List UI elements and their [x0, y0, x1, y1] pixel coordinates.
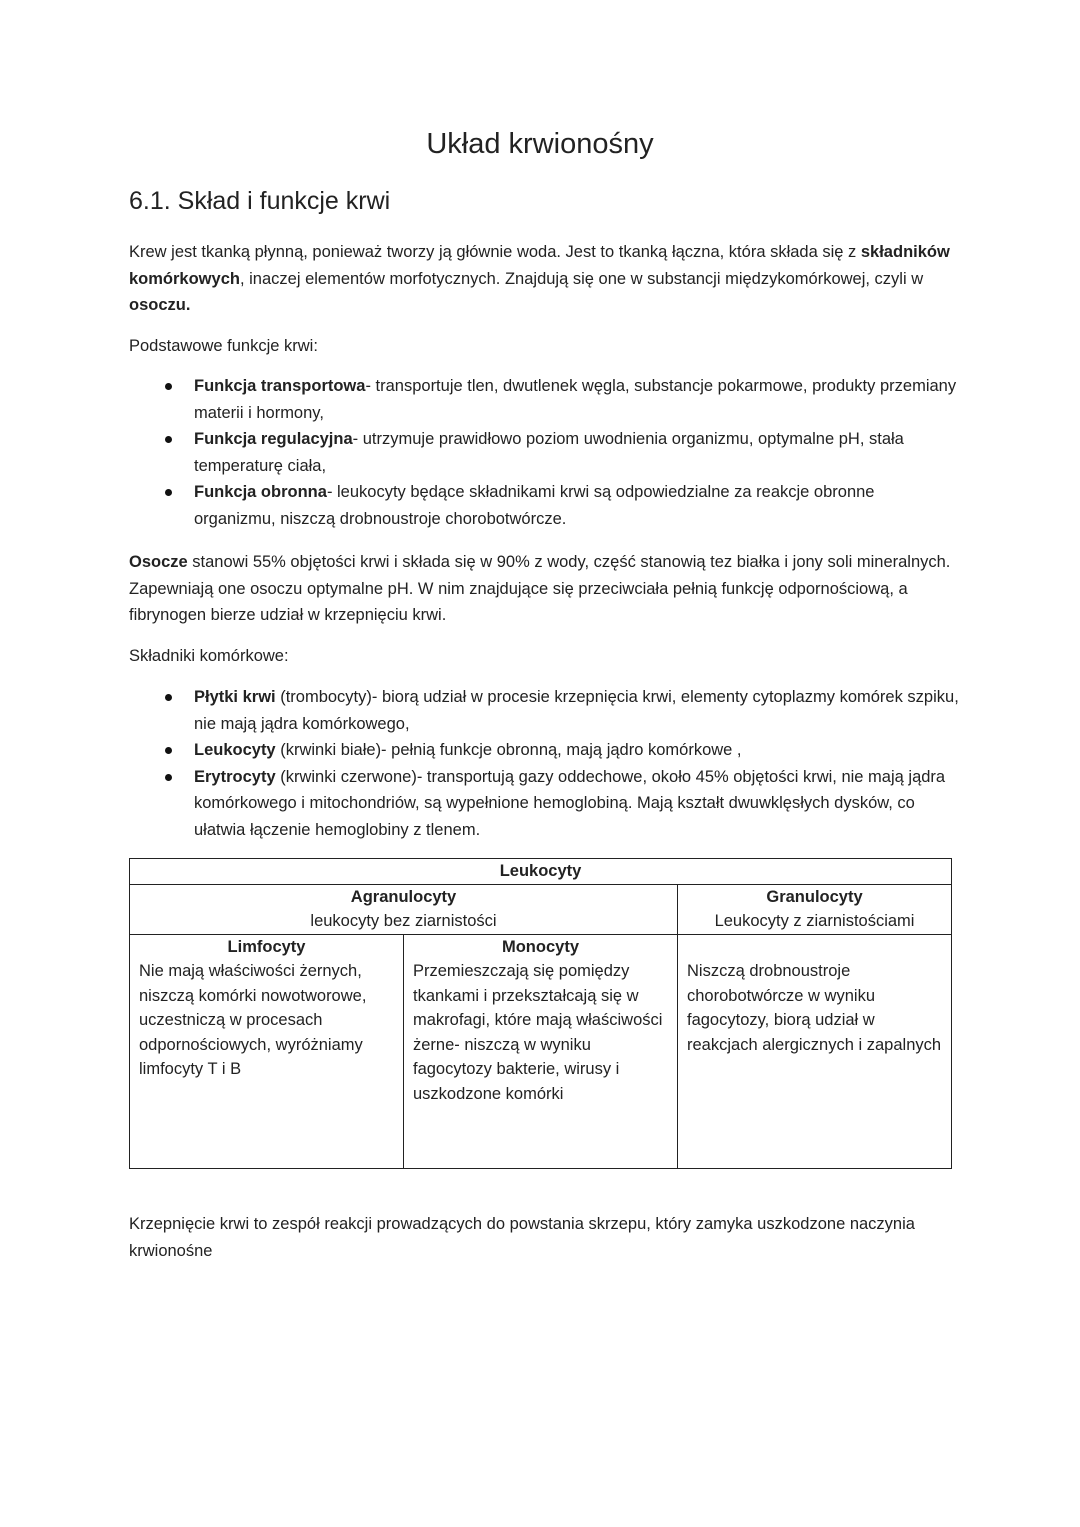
leukocytes-table — [129, 858, 952, 1169]
list-item — [129, 426, 959, 479]
monocyty-cell — [404, 934, 678, 1169]
granulocyty-cell — [678, 884, 952, 934]
component-desc: (krwinki białe)- pełnią funkcje obronną, mają jądro komórkowe , — [275, 741, 742, 759]
table-header — [130, 859, 952, 885]
agranulocyty-subtitle: leukocyty bez ziarnistości — [310, 912, 497, 930]
components-list — [129, 684, 959, 843]
list-item — [129, 479, 959, 532]
component-name: Leukocyty — [194, 741, 276, 759]
intro-bold-1: składników komórkowych — [129, 243, 950, 288]
components-label: Składniki komórkowe: — [129, 647, 289, 665]
page-title: Układ krwionośny — [426, 128, 654, 160]
list-item — [129, 737, 959, 764]
bullet-icon — [165, 436, 172, 443]
list-item — [129, 764, 959, 844]
function-desc: - utrzymuje prawidłowo poziom uwodnienia organizmu, optymalne pH, stała temperaturę ciała, — [194, 430, 904, 475]
agranulocyty-cell — [130, 884, 678, 934]
intro-text-2: , inaczej elementów morfotycznych. Znajdują się one w substancji międzykomórkowej, czyli w — [239, 269, 924, 288]
granulocyty-desc: Niszczą drobnoustroje chorobotwórcze w wyniku fagocytozy, biorą udział w reakcjach alergicznych i zapalnych — [687, 962, 942, 1054]
monocyty-desc: Przemieszczają się pomiędzy tkankami i przekształcają się w makrofagi, które mają właściwości żerne- niszczą w wyniku fagocytozy bakterie, wirusy i uszkodzone komórki — [413, 962, 663, 1103]
clotting-paragraph: Krzepnięcie krwi to zespół reakcji prowadzących do powstania skrzepu, który zamyka uszkodzone naczynia krwionośne — [129, 1215, 915, 1260]
granulocyty-subtitle: Leukocyty z ziarnistościami — [714, 912, 915, 930]
component-desc: (trombocyty)- biorą udział w procesie krzepnięcia krwi, elementy cytoplazmy komórek szpiku, nie mają jądra komórkowego, — [194, 688, 959, 733]
list-item — [129, 373, 959, 426]
intro-paragraph — [129, 239, 959, 319]
intro-bold-2: osoczu. — [129, 296, 191, 314]
section-heading: 6.1. Skład i funkcje krwi — [129, 187, 391, 215]
monocyty-title: Monocyty — [501, 937, 579, 956]
function-name: Funkcja obronna — [194, 483, 327, 501]
bullet-icon — [165, 383, 172, 390]
bullet-icon — [165, 774, 172, 781]
bullet-icon — [165, 489, 172, 496]
granulocyty-desc-cell — [678, 934, 952, 1169]
functions-label: Podstawowe funkcje krwi: — [129, 337, 318, 355]
bullet-icon — [165, 747, 172, 754]
plasma-text: stanowi 55% objętości krwi i składa się w 90% z wody, część stanowią tez białka i jony soli mineralnych. Zapewniają one osoczu optymalne pH. W nim znajdujące się przeciwciała pełnią funkcję odpornościową, a fibrynogen bierze udział w krzepnięciu krwi. — [129, 553, 951, 624]
table-header-label: Leukocyty — [499, 862, 582, 880]
bullet-icon — [165, 694, 172, 701]
granulocyty-title: Granulocyty — [766, 887, 863, 906]
component-name: Erytrocyty — [194, 767, 276, 786]
plasma-paragraph — [129, 549, 959, 629]
list-item — [129, 684, 959, 737]
function-name: Funkcja transportowa — [194, 377, 366, 395]
limfocyty-cell — [130, 934, 404, 1169]
component-desc: (krwinki czerwone)- transportują gazy oddechowe, około 45% objętości krwi, nie mają jądra komórkowego i mitochondriów, są wypełnione hemoglobiną. Mają kształt dwuwklęsłych dysków, co ułatwia łączenie hemoglobiny z tlenem. — [194, 767, 946, 839]
function-desc: - leukocyty będące składnikami krwi są odpowiedzialne za reakcje obronne organizmu, niszczą drobnoustroje chorobotwórcze. — [194, 483, 875, 528]
plasma-bold: Osocze — [129, 553, 188, 571]
intro-text-1: Krew jest tkanką płynną, ponieważ tworzy ją głównie woda. Jest to tkanką łączna, która składa się z — [129, 243, 857, 261]
functions-list — [129, 373, 959, 532]
component-name: Płytki krwi — [194, 688, 276, 706]
limfocyty-title: Limfocyty — [227, 937, 306, 956]
function-name: Funkcja regulacyjna — [194, 430, 353, 448]
limfocyty-desc: Nie mają właściwości żernych, niszczą komórki nowotworowe, uczestniczą w procesach odpornościowych, wyróżniamy limfocyty T i B — [139, 962, 367, 1078]
function-desc: - transportuje tlen, dwutlenek węgla, substancje pokarmowe, produkty przemiany materii i hormony, — [194, 377, 957, 422]
agranulocyty-title: Agranulocyty — [350, 887, 457, 906]
